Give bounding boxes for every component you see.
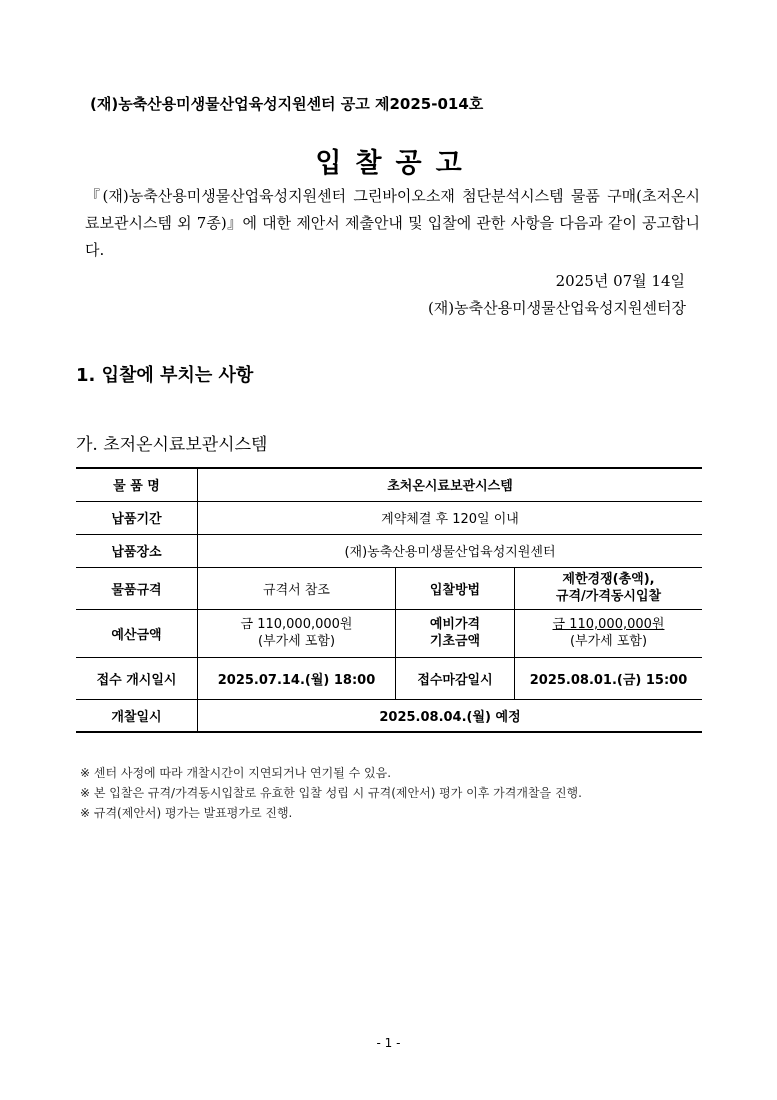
delivery-place-value: (재)농축산용미생물산업육성지원센터 — [198, 534, 703, 567]
bid-method-line2: 규격/가격동시입찰 — [555, 589, 662, 604]
page-title: 입찰공고 — [315, 148, 476, 179]
reception-end-label: 접수마감일시 — [396, 657, 515, 699]
bid-spec-table — [76, 467, 702, 733]
delivery-period-label: 납품기간 — [76, 501, 198, 534]
bid-method-label: 입찰방법 — [396, 567, 515, 609]
opening-label: 개찰일시 — [76, 699, 198, 732]
budget-value — [198, 609, 396, 657]
budget-vat-note: (부가세 포함) — [257, 634, 336, 649]
spec-label: 물품규격 — [76, 567, 198, 609]
bid-method-line1: 제한경쟁(총액), — [562, 572, 655, 587]
subsection-heading: 가. 초저온시료보관시스템 — [76, 435, 268, 455]
table-row — [76, 534, 702, 567]
base-price-vat-note: (부가세 포함) — [569, 634, 648, 649]
item-name-label: 물 품 명 — [76, 468, 198, 501]
budget-label: 예산금액 — [76, 609, 198, 657]
note-item: ※ 센터 사정에 따라 개찰시간이 지연되거나 연기될 수 있음. — [80, 766, 392, 780]
section-heading: 1. 입찰에 부치는 사항 — [76, 365, 254, 386]
note-item: ※ 본 입찰은 규격/가격동시입찰로 유효한 입찰 성립 시 규격(제안서) 평가 이후 가격개찰을 진행. — [80, 786, 582, 800]
table-row — [76, 468, 702, 501]
bid-method-value — [515, 567, 703, 609]
reception-start-value: 2025.07.14.(월) 18:00 — [198, 657, 396, 699]
base-price-label — [396, 609, 515, 657]
note-item: ※ 규격(제안서) 평가는 발표평가로 진행. — [80, 806, 293, 820]
table-row — [76, 657, 702, 699]
page-number: - 1 - — [376, 1036, 401, 1050]
budget-amount: 금 110,000,000원 — [240, 617, 353, 632]
table-row — [76, 501, 702, 534]
spec-value: 규격서 참조 — [198, 567, 396, 609]
intro-paragraph: 『(재)농축산용미생물산업육성지원센터 그린바이오소재 첨단분석시스템 물품 구매(초저온시료보관시스템 외 7종)』에 대한 제안서 제출안내 및 입찰에 관한 사항을 다음과 같이 공고합니다. — [85, 187, 700, 259]
base-price-label-line2: 기초금액 — [429, 634, 481, 649]
delivery-place-label: 납품장소 — [76, 534, 198, 567]
base-price-amount: 금 110,000,000원 — [552, 617, 665, 632]
issuer-name: (재)농축산용미생물산업육성지원센터장 — [427, 299, 686, 317]
reception-start-label: 접수 개시일시 — [76, 657, 198, 699]
base-price-label-line1: 예비가격 — [429, 617, 481, 632]
notes-list — [80, 763, 582, 823]
notice-number: (재)농축산용미생물산업육성지원센터 공고 제2025-014호 — [90, 95, 484, 113]
reception-end-value: 2025.08.01.(금) 15:00 — [515, 657, 703, 699]
delivery-period-value: 계약체결 후 120일 이내 — [198, 501, 703, 534]
table-row — [76, 609, 702, 657]
table-row — [76, 699, 702, 732]
notice-date: 2025년 07월 14일 — [555, 272, 685, 290]
item-name-value: 초처온시료보관시스템 — [198, 468, 703, 501]
opening-value: 2025.08.04.(월) 예정 — [198, 699, 703, 732]
table-row — [76, 567, 702, 609]
base-price-value — [515, 609, 703, 657]
